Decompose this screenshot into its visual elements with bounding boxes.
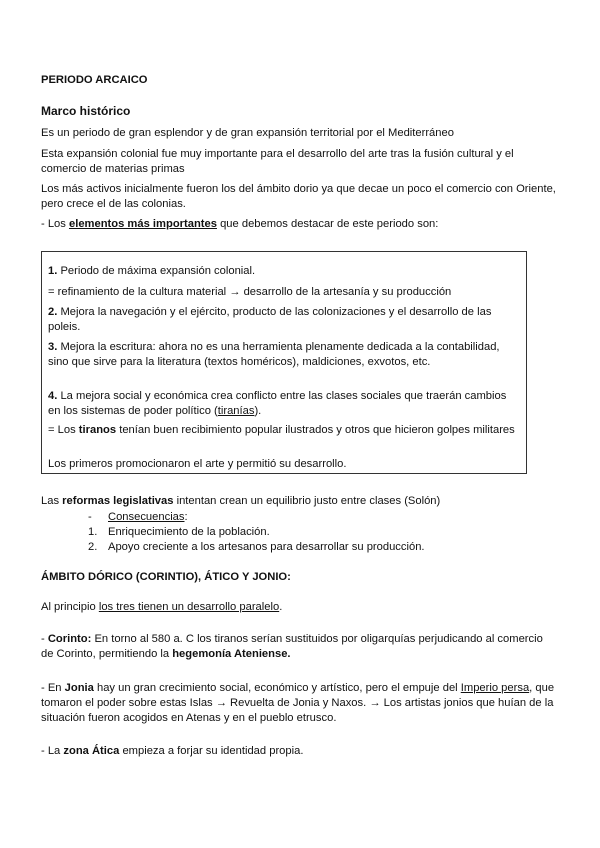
section-heading-marco: Marco histórico <box>41 104 131 118</box>
list-item: 2. Apoyo creciente a los artesanos para desarrollar su producción. <box>88 541 425 553</box>
box-item: Los primeros promocionaron el arte y permitió su desarrollo. <box>48 458 347 470</box>
list-item: 1. Enriquecimiento de la población. <box>88 526 270 538</box>
paragraph: - Corinto: En torno al 580 a. C los tiranos serían sustituidos por oligarquías perjudicando al comercio de Corinto, permitiendo la hegemonía Ateniense. <box>41 633 543 660</box>
box-item: 3. Mejora la escritura: ahora no es una herramienta plenamente dedicada a la contabilidad, sino que sirve para la literatura (textos homéricos), maldiciones, exvotos, etc. <box>48 341 500 368</box>
emphasis: elementos más importantes <box>68 218 217 230</box>
box-item: 2. Mejora la navegación y el ejército, producto de las colonizaciones y el desarrollo de las poleis. <box>48 306 492 333</box>
paragraph: Al principio los tres tienen un desarrollo paralelo. <box>41 601 283 613</box>
list-item: - Consecuencias: <box>88 511 188 523</box>
paragraph: Los más activos inicialmente fueron los del ámbito dorio ya que decae un poco el comercio con Oriente, pero crece el de las colonias. <box>41 183 556 210</box>
paragraph: - La zona Ática empieza a forjar su identidad propia. <box>41 745 304 757</box>
box-item: = Los tiranos tenían buen recibimiento popular ilustrados y otros que hicieron golpes militares <box>48 424 515 436</box>
paragraph: - En Jonia hay un gran crecimiento social, económico y artístico, pero el empuje del Imperio persa, que tomaron el poder sobre estas Islas → Revuelta de Jonia y Naxos. → Los artistas jonios que huían de la situación fueron acogidos en Atenas y en el pueblo etrusco. <box>41 682 555 724</box>
summary-box <box>41 251 527 474</box>
page-title: PERIODO ARCAICO <box>41 74 148 86</box>
paragraph: Esta expansión colonial fue muy importante para el desarrollo del arte tras la fusión cultural y el comercio de materias primas <box>41 148 514 175</box>
box-item: 1. Periodo de máxima expansión colonial. <box>48 265 256 277</box>
section-heading-ambito: ÁMBITO DÓRICO (CORINTIO), ÁTICO Y JONIO: <box>41 571 291 583</box>
paragraph: - Los elementos más importantes que debemos destacar de este periodo son: <box>41 218 439 230</box>
paragraph: Es un periodo de gran esplendor y de gran expansión territorial por el Mediterráneo <box>41 127 454 139</box>
box-item: = refinamiento de la cultura material → desarrollo de la artesanía y su producción <box>48 286 452 298</box>
box-item: 4. La mejora social y económica crea conflicto entre las clases sociales que traerán cambios en los sistemas de poder político (tiranías). <box>48 390 507 417</box>
paragraph: Las reformas legislativas intentan crean un equilibrio justo entre clases (Solón) <box>41 495 441 507</box>
